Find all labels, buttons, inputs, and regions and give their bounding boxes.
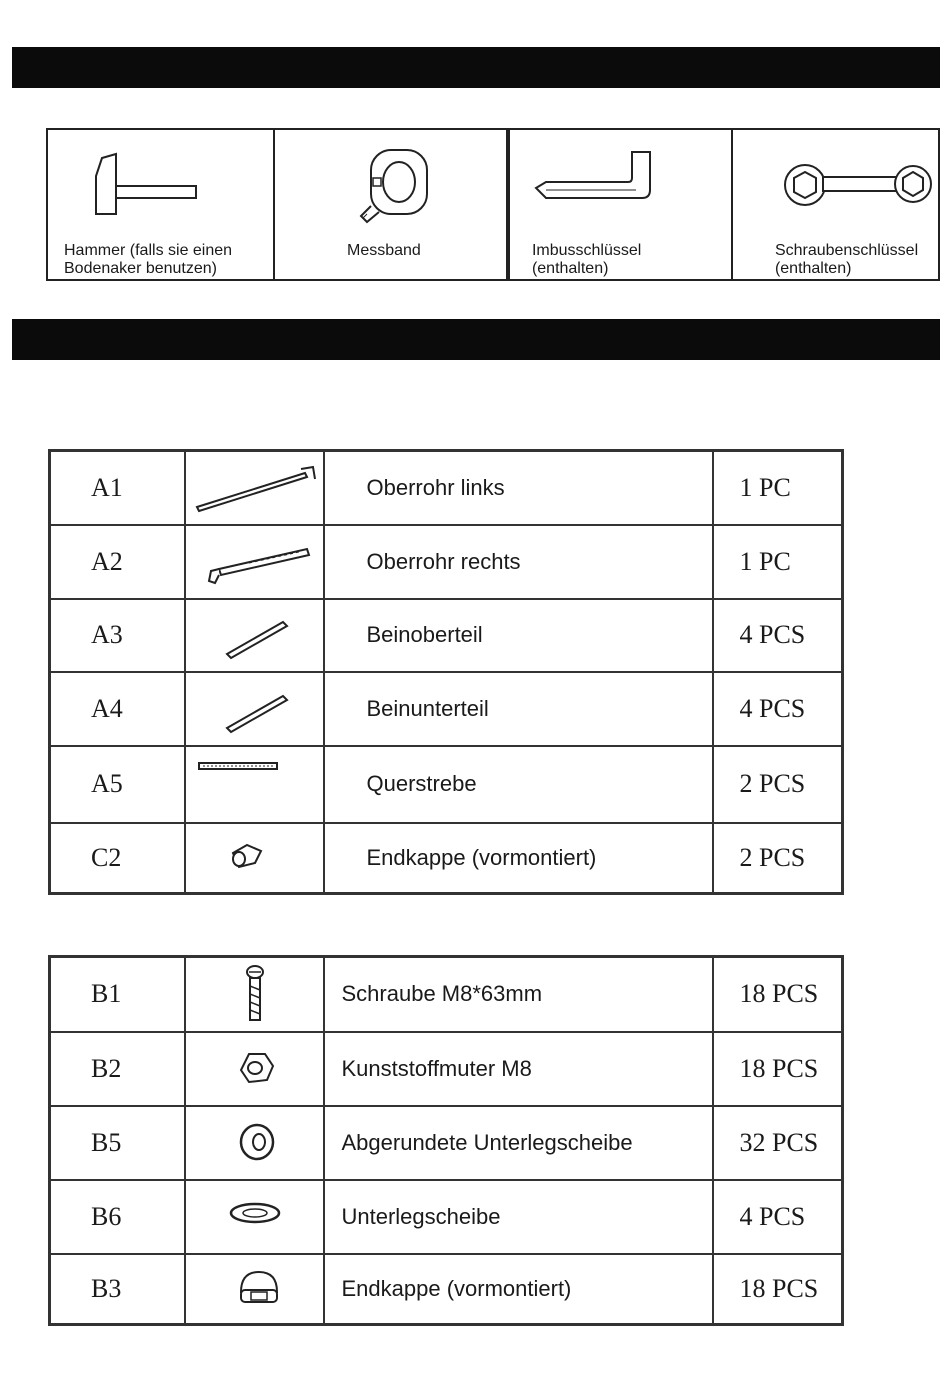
tool-label-allen-key: Imbusschlüssel (enthalten) xyxy=(531,242,642,277)
tool-label-hammer: Hammer (falls sie einen Bodenaker benutzen) xyxy=(64,242,233,277)
table-row xyxy=(50,525,843,599)
part-name: Oberrohr links xyxy=(324,451,713,525)
tools-table xyxy=(46,128,940,281)
part-code: B2 xyxy=(50,1032,185,1106)
end-cap-icon xyxy=(189,833,319,883)
part-code: A2 xyxy=(50,525,185,599)
wrench-icon xyxy=(781,162,937,208)
part-qty: 2 PCS xyxy=(713,746,843,823)
tool-cell-wrench xyxy=(733,130,938,279)
tool-label-wrench: Schraubenschlüssel (enthalten) xyxy=(774,242,919,277)
part-qty: 18 PCS xyxy=(713,1254,843,1325)
leg-lower-icon xyxy=(189,684,319,734)
part-qty: 4 PCS xyxy=(713,599,843,672)
part-code: A1 xyxy=(50,451,185,525)
part-name: Abgerundete Unterlegscheibe xyxy=(324,1106,713,1180)
tool-label-tape: Messband xyxy=(346,242,421,259)
part-code: B1 xyxy=(50,957,185,1032)
part-code: C2 xyxy=(50,823,185,894)
table-row xyxy=(50,1106,843,1180)
screw-icon xyxy=(189,964,319,1024)
table-row xyxy=(50,746,843,823)
washer-icon xyxy=(189,1197,319,1237)
cap-nut-icon xyxy=(189,1264,319,1314)
table-row xyxy=(50,599,843,672)
cross-brace-icon xyxy=(189,759,319,809)
parts-table-a xyxy=(48,449,844,895)
part-name: Unterlegscheibe xyxy=(324,1180,713,1254)
part-qty: 18 PCS xyxy=(713,1032,843,1106)
part-name: Kunststoffmuter M8 xyxy=(324,1032,713,1106)
top-tube-right-icon xyxy=(189,537,319,587)
top-tube-left-icon xyxy=(189,463,319,513)
table-row xyxy=(50,1180,843,1254)
table-row xyxy=(50,1254,843,1325)
part-name: Schraube M8*63mm xyxy=(324,957,713,1032)
rounded-washer-icon xyxy=(189,1118,319,1168)
part-name: Beinoberteil xyxy=(324,599,713,672)
part-qty: 1 PC xyxy=(713,525,843,599)
part-name: Endkappe (vormontiert) xyxy=(324,1254,713,1325)
part-qty: 1 PC xyxy=(713,451,843,525)
tool-cell-allen-key xyxy=(508,130,733,279)
allen-key-icon xyxy=(532,148,658,202)
table-row xyxy=(50,957,843,1032)
part-code: A3 xyxy=(50,599,185,672)
part-code: B3 xyxy=(50,1254,185,1325)
parts-table-b xyxy=(48,955,844,1326)
part-name: Beinunterteil xyxy=(324,672,713,746)
part-name: Endkappe (vormontiert) xyxy=(324,823,713,894)
part-qty: 18 PCS xyxy=(713,957,843,1032)
part-code: A4 xyxy=(50,672,185,746)
table-row xyxy=(50,451,843,525)
part-code: B6 xyxy=(50,1180,185,1254)
part-qty: 4 PCS xyxy=(713,1180,843,1254)
table-row xyxy=(50,823,843,894)
plastic-nut-icon xyxy=(189,1044,319,1094)
leg-upper-icon xyxy=(189,610,319,660)
tool-cell-hammer xyxy=(48,130,275,279)
part-qty: 32 PCS xyxy=(713,1106,843,1180)
section-header-bar-tools xyxy=(12,47,940,88)
part-code: B5 xyxy=(50,1106,185,1180)
table-row xyxy=(50,1032,843,1106)
part-qty: 2 PCS xyxy=(713,823,843,894)
tape-measure-icon xyxy=(357,144,437,230)
part-qty: 4 PCS xyxy=(713,672,843,746)
part-name: Oberrohr rechts xyxy=(324,525,713,599)
part-name: Querstrebe xyxy=(324,746,713,823)
section-header-bar-parts xyxy=(12,319,940,360)
hammer-icon xyxy=(94,152,204,222)
tool-cell-tape xyxy=(275,130,508,279)
part-code: A5 xyxy=(50,746,185,823)
table-row xyxy=(50,672,843,746)
